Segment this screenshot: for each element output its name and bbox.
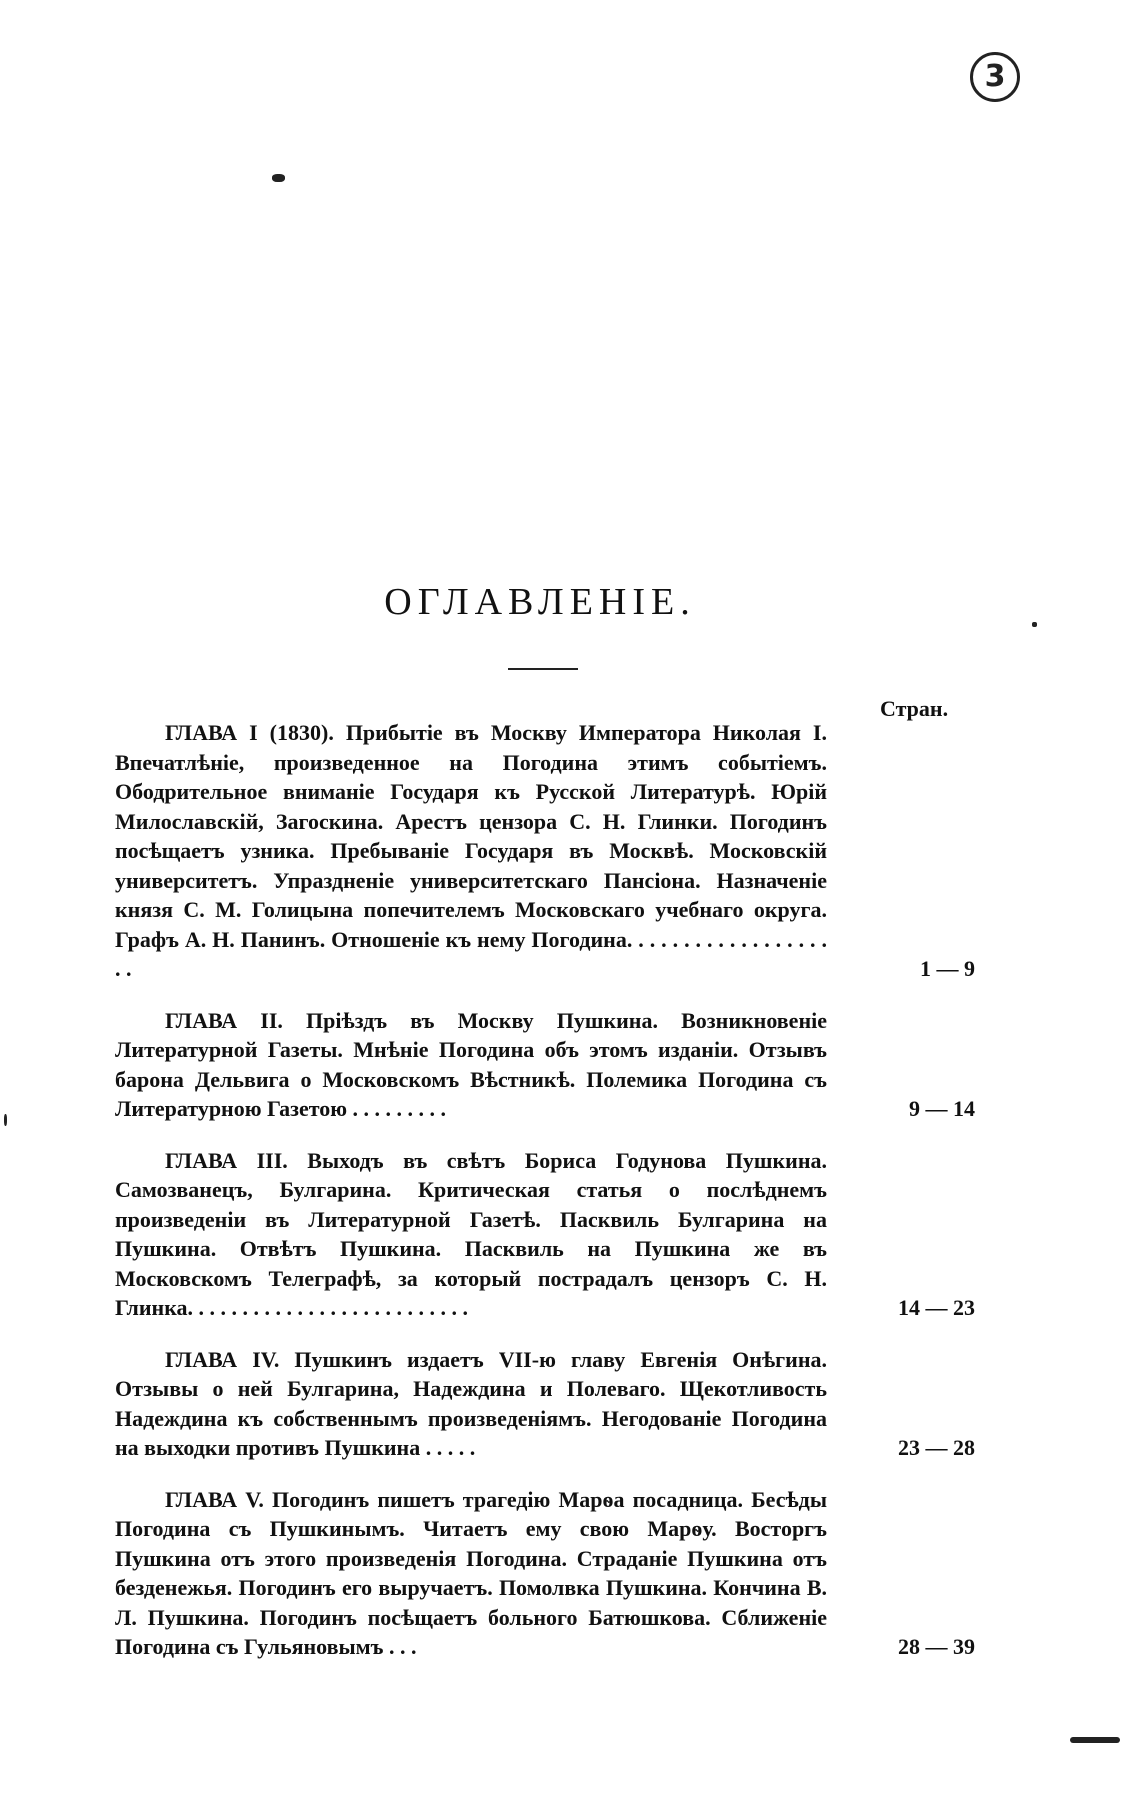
toc-entry bbox=[115, 718, 975, 984]
toc-entry-text: ГЛАВА I (1830). Прибытіе въ Москву Императора Николая I. Впечатлѣніе, произведенное на Погодина этимъ событіемъ. Ободрительное вниманіе Государя къ Русской Литературѣ. Юрій Милославскій, Загоскина. Арестъ цензора С. Н. Глинки. Погодинъ посѣщаетъ узника. Пребываніе Государя въ Москвѣ. Московскій университетъ. Упраздненіе университетскаго Пансіона. Назначеніе князя С. М. Голицына попечителемъ Московскаго учебнаго округа. Графъ А. Н. Панинъ. Отношеніе къ нему Погодина. . . . . . . . . . . . . . . . . . . . bbox=[115, 720, 827, 981]
ink-speck bbox=[1070, 1737, 1120, 1743]
toc-entry-text: ГЛАВА IV. Пушкинъ издаетъ VII-ю главу Евгенія Онѣгина. Отзывы о ней Булгарина, Надеждина и Полеваго. Щекотливость Надеждина къ собственнымъ произведеніямъ. Негодованіе Погодина на выходки противъ Пушкина . . . . . bbox=[115, 1346, 827, 1460]
ink-speck bbox=[272, 174, 285, 182]
handwritten-page-number: 3 bbox=[970, 52, 1020, 102]
toc-entry-pages: 14 — 23 bbox=[898, 1295, 975, 1320]
toc-entry-pages: 1 — 9 bbox=[920, 956, 975, 981]
title-rule bbox=[508, 668, 578, 670]
pages-column-header: Стран. bbox=[880, 696, 949, 721]
toc-entry bbox=[115, 1485, 975, 1662]
toc-entry-text: ГЛАВА V. Погодинъ пишетъ трагедію Марѳа посадница. Бесѣды Погодина съ Пушкинымъ. Читаетъ ему свою Марѳу. Восторгъ Пушкина отъ этого произведенія Погодина. Страданіе Пушкина отъ безденежья. Погодинъ его выручаетъ. Помолвка Пушкина. Кончина В. Л. Пушкина. Погодинъ посѣщаетъ больного Батюшкова. Сближеніе Погодина съ Гульяновымъ . . . bbox=[115, 1486, 827, 1659]
toc-entry-pages: 28 — 39 bbox=[898, 1634, 975, 1659]
toc-entry-text: ГЛАВА III. Выходъ въ свѣтъ Бориса Годунова Пушкина. Самозванецъ, Булгарина. Критическая статья о послѣднемъ произведеніи въ Литературной Газетѣ. Пасквиль Булгарина на Пушкина. Отвѣтъ Пушкина. Пасквиль на Пушкина же въ Московскомъ Телеграфѣ, за который пострадалъ цензоръ С. Н. Глинка. . . . . . . . . . . . . . . . . . . . . . . . . . bbox=[115, 1147, 827, 1320]
ink-speck bbox=[4, 1114, 7, 1126]
toc-entry-text: ГЛАВА II. Пріѣздъ въ Москву Пушкина. Возникновеніе Литературной Газеты. Мнѣніе Погодина объ этомъ изданіи. Отзывъ барона Дельвига о Московскомъ Вѣстникѣ. Полемика Погодина съ Литературною Газетою . . . . . . . . . bbox=[115, 1007, 827, 1121]
toc-entry bbox=[115, 1006, 975, 1124]
toc-entry bbox=[115, 1345, 975, 1463]
toc-entry-pages: 9 — 14 bbox=[909, 1096, 975, 1121]
page-title: ОГЛАВЛЕНІЕ. bbox=[384, 581, 696, 623]
table-of-contents bbox=[115, 718, 975, 1684]
toc-entry bbox=[115, 1146, 975, 1323]
toc-entry-pages: 23 — 28 bbox=[898, 1435, 975, 1460]
